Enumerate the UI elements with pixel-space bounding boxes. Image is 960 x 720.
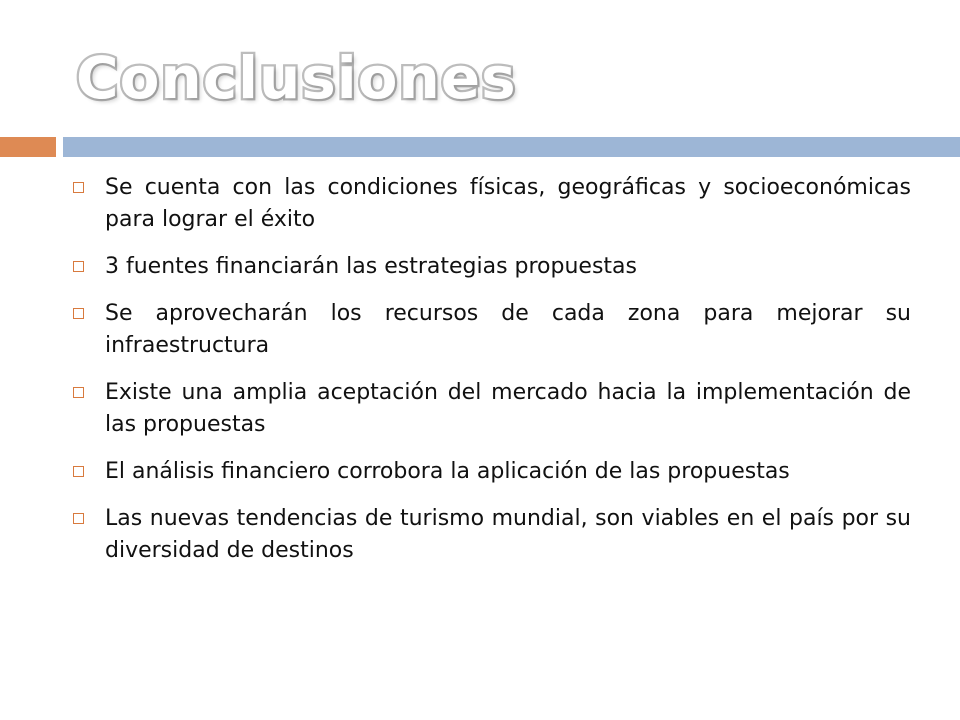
bullet-list [73, 172, 911, 582]
square-bullet-icon [73, 182, 84, 193]
bullet-item [73, 377, 911, 441]
square-bullet-icon [73, 513, 84, 524]
bullet-text: Existe una amplia aceptación del mercado hacia la implementación de las propuestas [105, 380, 911, 437]
bullet-item [73, 251, 911, 283]
bullet-item [73, 298, 911, 362]
bullet-text: Las nuevas tendencias de turismo mundial, son viables en el país por su diversidad de destinos [105, 506, 911, 563]
square-bullet-icon [73, 308, 84, 319]
accent-bar-blue [63, 137, 960, 157]
square-bullet-icon [73, 466, 84, 477]
accent-bar-orange [0, 137, 56, 157]
bullet-text: El análisis financiero corrobora la aplicación de las propuestas [105, 459, 790, 484]
bullet-text: Se aprovecharán los recursos de cada zona para mejorar su infraestructura [105, 301, 911, 358]
bullet-text: Se cuenta con las condiciones físicas, geográficas y socioeconómicas para lograr el éxito [105, 175, 911, 232]
square-bullet-icon [73, 261, 84, 272]
square-bullet-icon [73, 387, 84, 398]
slide-title: Conclusiones [76, 44, 517, 112]
bullet-item [73, 456, 911, 488]
bullet-text: 3 fuentes financiarán las estrategias propuestas [105, 254, 637, 279]
bullet-item [73, 172, 911, 236]
bullet-item [73, 503, 911, 567]
